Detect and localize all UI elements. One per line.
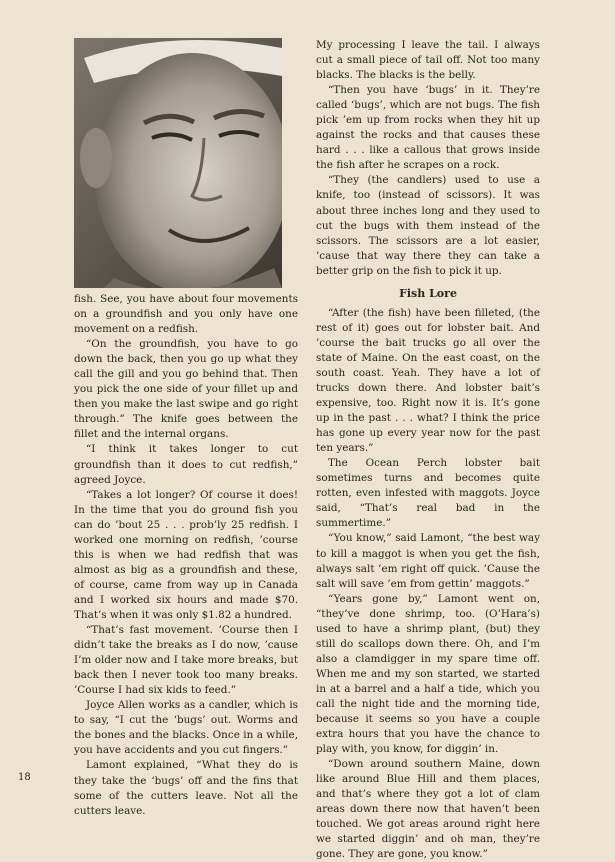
page-number: 18 bbox=[18, 772, 31, 783]
left-paragraph: fish. See, you have about four movements on a groundfish and you only have one movement on a redfish. bbox=[74, 293, 298, 336]
left-paragraph: “Takes a lot longer? Of course it does! In the time that you do ground fish you can do ’bout 25 . . . prob’ly 25 redfish. I worked one morning on redfish, ’course this is when we had redfish that was almost as big as a groundfish and these, of course, came from way up in Canada and I worked six hours and made $70. That’s when it was only $1.82 a hundred. bbox=[74, 488, 298, 621]
section-heading: Fish Lore bbox=[399, 286, 457, 300]
left-paragraph: “On the groundfish, you have to go down the back, then you go up what they call the gill and you go behind that. Then you pick the one side of your fillet up and then you make the last swipe and go right through.” The knife goes between the fillet and the internal organs. bbox=[74, 338, 298, 441]
portrait-photo bbox=[74, 38, 282, 288]
left-paragraph: “That’s fast movement. ’Course then I didn’t take the breaks as I do now, ’cause I’m older now and I take more breaks, but back then I never took too many breaks. ’Course I had six kids to feed.” bbox=[74, 624, 298, 697]
right-paragraph: “They (the candlers) used to use a knife, too (instead of scissors). It was about three inches long and they used to cut the bugs with them instead of the scissors. The scissors are a lot easier, ’cause that way there they can take a better grip on the fish to pick it up. bbox=[316, 174, 540, 277]
left-column bbox=[74, 292, 298, 819]
right-paragraph: “Down around southern Maine, down like around Blue Hill and them places, and that’s where they got a lot of clam areas down there now that haven’t been touched. We got areas around right here we started diggin’ and oh man, they’re gone. They are gone, you know.” bbox=[316, 758, 540, 861]
right-column bbox=[316, 38, 540, 862]
right-paragraph: My processing I leave the tail. I always cut a small piece of tail off. Not too many blacks. The blacks is the belly. bbox=[316, 39, 540, 82]
right-paragraph: “You know,” said Lamont, “the best way to kill a maggot is when you get the fish, always salt ’em right off quick. ’Cause the salt will save ’em from gettin’ maggots.” bbox=[316, 532, 540, 590]
left-paragraph: “I think it takes longer to cut groundfish than it does to cut redfish,” agreed Joyce. bbox=[74, 443, 298, 486]
right-paragraph: “Then you have ‘bugs’ in it. They’re called ‘bugs’, which are not bugs. The fish pick ’em up from rocks when they hit up against the rocks and that causes these hard . . . like a callous that grows inside the fish after he scrapes on a rock. bbox=[316, 84, 540, 172]
left-paragraph: Joyce Allen works as a candler, which is to say, “I cut the ‘bugs’ out. Worms and the bones and the blacks. Once in a while, you have accidents and you cut fingers.” bbox=[74, 699, 298, 757]
right-paragraph: “Years gone by,” Lamont went on, “they’ve done shrimp, too. (O’Hara’s) used to have a shrimp plant, (but) they still do scallops down there. Oh, and I’m also a clamdigger in my spare time off. When me and my son started, we started in at a barrel and a half a tide, which you call the night tide and the morning tide, because it seems so you have a couple extra hours that you have the chance to play with, you know, for diggin’ in. bbox=[316, 592, 540, 756]
portrait-illustration bbox=[74, 38, 282, 288]
left-paragraph: Lamont explained, “What they do is they take the ‘bugs’ off and the fins that some of the cutters leave. Not all the cutters leave. bbox=[74, 759, 298, 817]
right-paragraph: The Ocean Perch lobster bait sometimes turns and becomes quite rotten, even infested with maggots. Joyce said, “That’s real bad in the summertime.” bbox=[316, 457, 540, 530]
right-paragraph: “After (the fish) have been filleted, (the rest of it) goes out for lobster bait. And ’course the bait trucks go all over the state of Maine. On the east coast, on the south coast. Yeah. They have a lot of trucks down there. And lobster bait’s expensive, too. Right now it is. It’s gone up in the past . . . what? I think the price has gone up every year now for the past ten years.” bbox=[316, 306, 540, 455]
